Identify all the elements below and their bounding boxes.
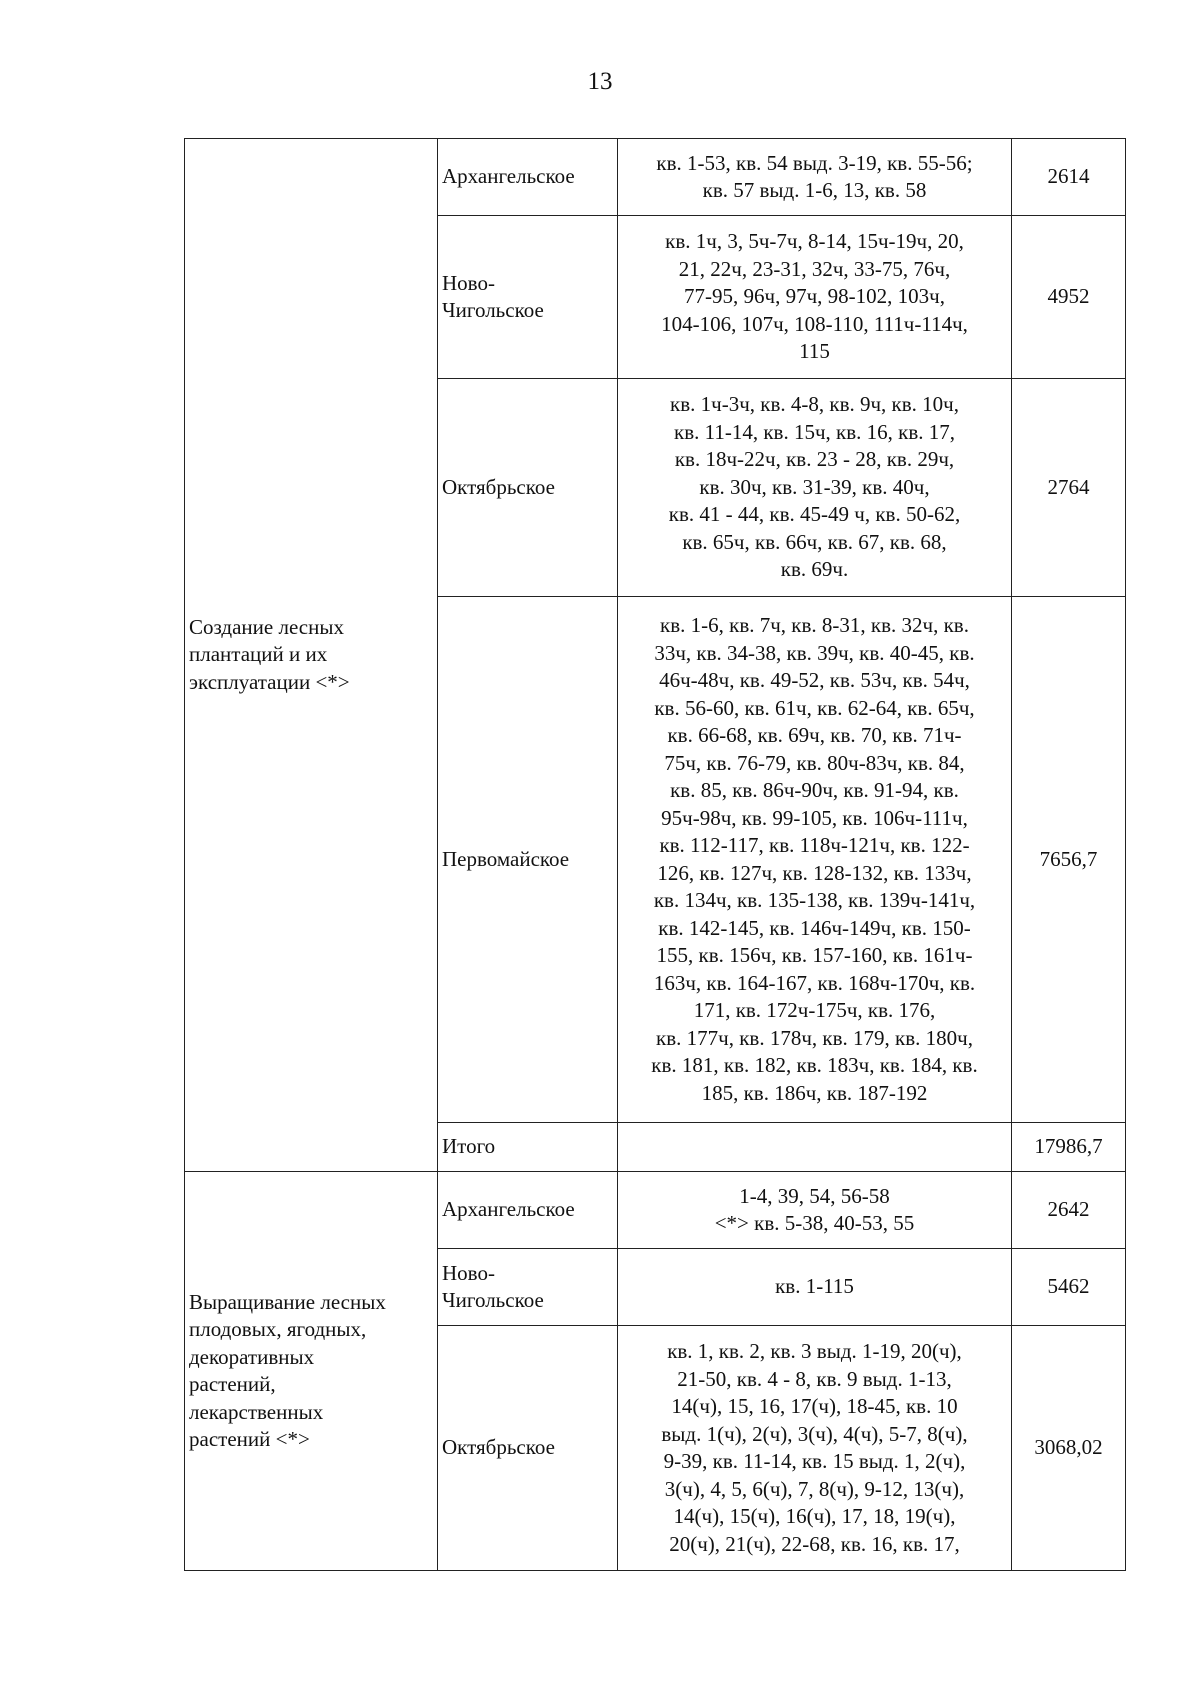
area-cell: 3068,02 xyxy=(1012,1326,1126,1571)
activity-cell: Выращивание лесных плодовых, ягодных, декоративных растений, лекарственных растений <*> xyxy=(185,1172,438,1571)
area-cell: 4952 xyxy=(1012,216,1126,379)
quarters-cell: кв. 1-53, кв. 54 выд. 3-19, кв. 55-56; кв. 57 выд. 1-6, 13, кв. 58 xyxy=(618,139,1012,216)
page-number: 13 xyxy=(587,68,613,95)
quarters-cell: 1-4, 39, 54, 56-58 <*> кв. 5-38, 40-53, 55 xyxy=(618,1172,1012,1249)
forestry-cell: Архангельское xyxy=(438,1172,618,1249)
quarters-cell: кв. 1ч, 3, 5ч-7ч, 8-14, 15ч-19ч, 20, 21, 22ч, 23-31, 32ч, 33-75, 76ч, 77-95, 96ч, 97ч, 98-102, 103ч, 104-106, 107ч, 108-110, 111ч-114ч, 115 xyxy=(618,216,1012,379)
table-row xyxy=(185,1172,1126,1249)
quarters-cell: кв. 1ч-3ч, кв. 4-8, кв. 9ч, кв. 10ч, кв. 11-14, кв. 15ч, кв. 16, кв. 17, кв. 18ч-22ч, кв. 23 - 28, кв. 29ч, кв. 30ч, кв. 31-39, кв. 40ч, кв. 41 - 44, кв. 45-49 ч, кв. 50-62, кв. 65ч, кв. 66ч, кв. 67, кв. 68, кв. 69ч. xyxy=(618,379,1012,597)
forest-use-table xyxy=(184,138,1126,1571)
forestry-cell: Первомайское xyxy=(438,597,618,1123)
area-cell: 2642 xyxy=(1012,1172,1126,1249)
area-cell: 7656,7 xyxy=(1012,597,1126,1123)
quarters-cell: кв. 1, кв. 2, кв. 3 выд. 1-19, 20(ч), 21-50, кв. 4 - 8, кв. 9 выд. 1-13, 14(ч), 15, 16, 17(ч), 18-45, кв. 10 выд. 1(ч), 2(ч), 3(ч), 4(ч), 5-7, 8(ч), 9-39, кв. 11-14, кв. 15 выд. 1, 2(ч), 3(ч), 4, 5, 6(ч), 7, 8(ч), 9-12, 13(ч), 14(ч), 15(ч), 16(ч), 17, 18, 19(ч), 20(ч), 21(ч), 22-68, кв. 16, кв. 17, xyxy=(618,1326,1012,1571)
forestry-cell: Ново- Чигольское xyxy=(438,216,618,379)
forestry-cell: Октябрьское xyxy=(438,379,618,597)
table-row xyxy=(185,139,1126,216)
activity-cell: Создание лесных плантаций и их эксплуатации <*> xyxy=(185,139,438,1172)
forestry-cell: Октябрьское xyxy=(438,1326,618,1571)
area-cell: 17986,7 xyxy=(1012,1123,1126,1172)
area-cell: 2764 xyxy=(1012,379,1126,597)
forestry-cell: Архангельское xyxy=(438,139,618,216)
area-cell: 5462 xyxy=(1012,1249,1126,1326)
quarters-cell: кв. 1-115 xyxy=(618,1249,1012,1326)
forestry-cell: Ново- Чигольское xyxy=(438,1249,618,1326)
quarters-cell xyxy=(618,1123,1012,1172)
area-cell: 2614 xyxy=(1012,139,1126,216)
forestry-cell: Итого xyxy=(438,1123,618,1172)
quarters-cell: кв. 1-6, кв. 7ч, кв. 8-31, кв. 32ч, кв. 33ч, кв. 34-38, кв. 39ч, кв. 40-45, кв. 46ч-48ч, кв. 49-52, кв. 53ч, кв. 54ч, кв. 56-60, кв. 61ч, кв. 62-64, кв. 65ч, кв. 66-68, кв. 69ч, кв. 70, кв. 71ч- 75ч, кв. 76-79, кв. 80ч-83ч, кв. 84, кв. 85, кв. 86ч-90ч, кв. 91-94, кв. 95ч-98ч, кв. 99-105, кв. 106ч-111ч, кв. 112-117, кв. 118ч-121ч, кв. 122- 126, кв. 127ч, кв. 128-132, кв. 133ч, кв. 134ч, кв. 135-138, кв. 139ч-141ч, кв. 142-145, кв. 146ч-149ч, кв. 150- 155, кв. 156ч, кв. 157-160, кв. 161ч- 163ч, кв. 164-167, кв. 168ч-170ч, кв. 171, кв. 172ч-175ч, кв. 176, кв. 177ч, кв. 178ч, кв. 179, кв. 180ч, кв. 181, кв. 182, кв. 183ч, кв. 184, кв. 185, кв. 186ч, кв. 187-192 xyxy=(618,597,1012,1123)
